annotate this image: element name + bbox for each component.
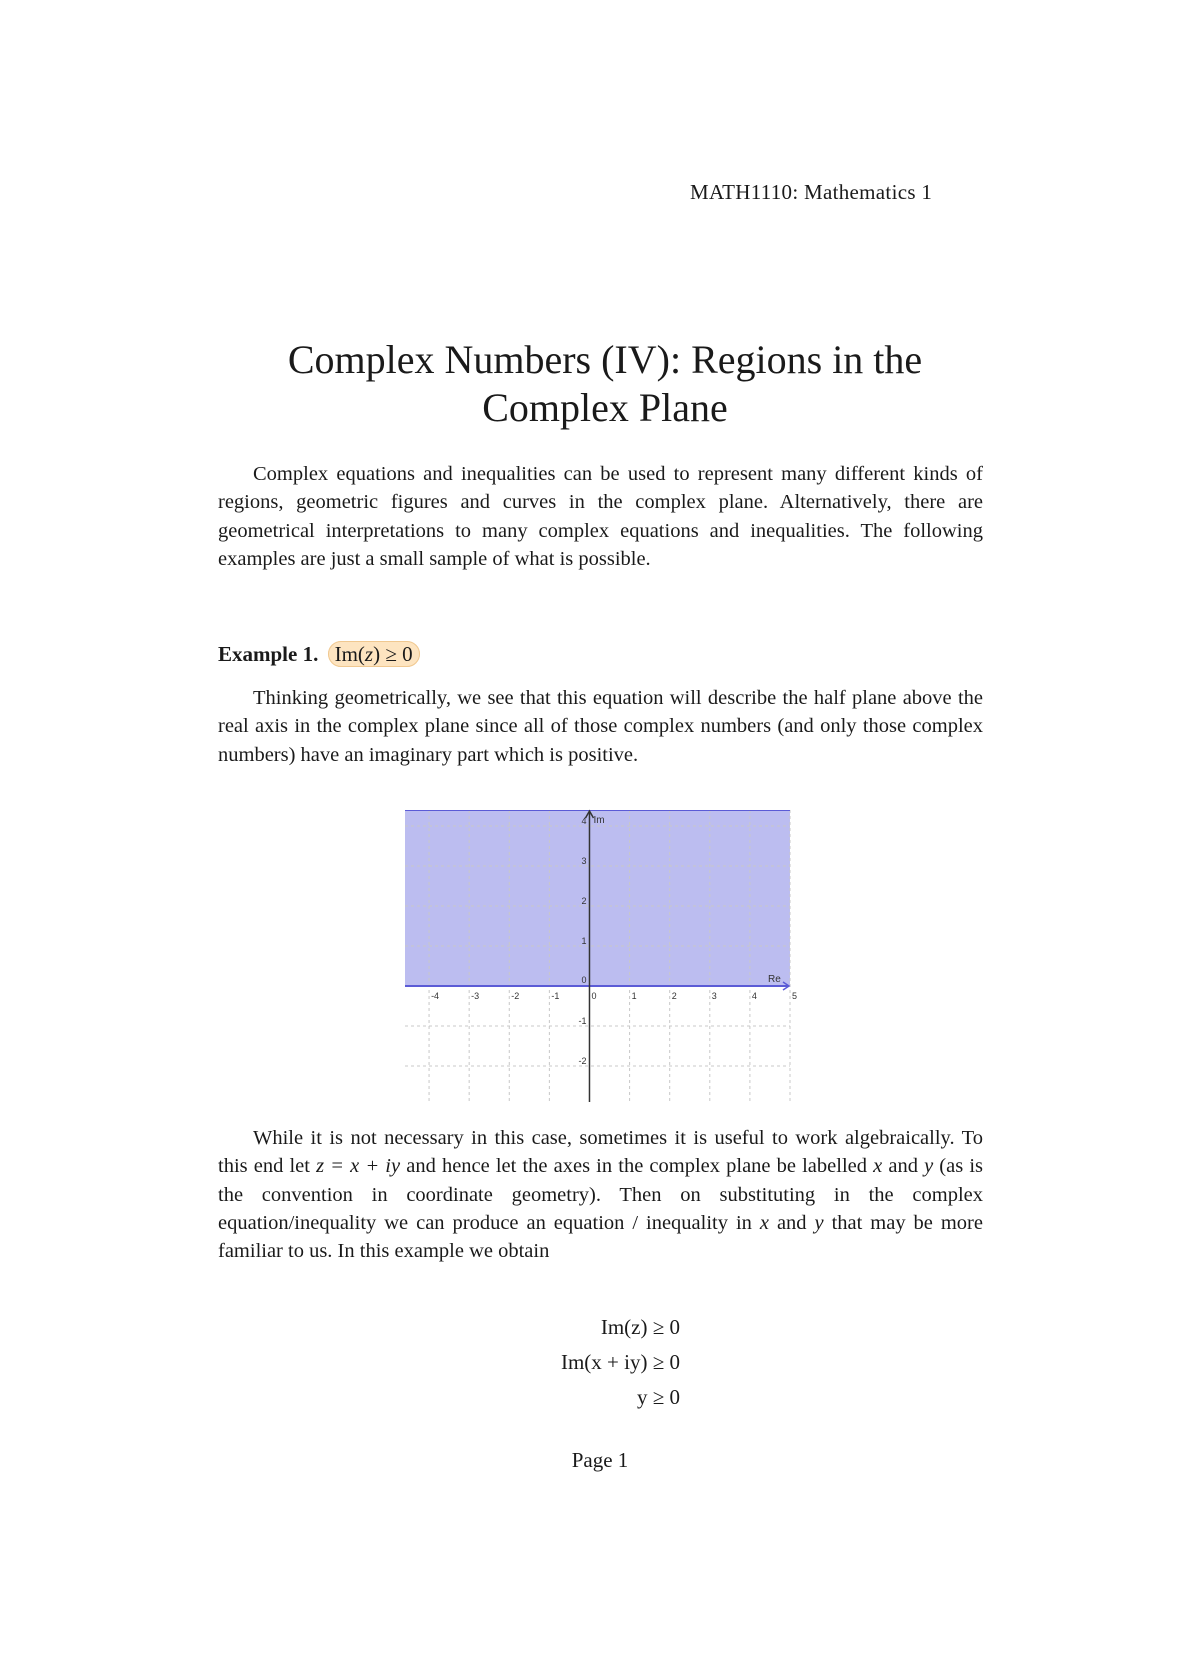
x-tick-label: 2 xyxy=(671,991,677,1001)
y-tick-label: 1 xyxy=(581,936,587,946)
equation-block xyxy=(470,1310,680,1415)
equation-1: Im(z) ≥ 0 xyxy=(600,1315,680,1339)
y-tick-label: 3 xyxy=(581,856,587,866)
complex-plane-figure xyxy=(405,810,798,1106)
algebraic-paragraph xyxy=(218,1124,983,1265)
x-tick-label: -4 xyxy=(431,991,440,1001)
x-tick-label: 5 xyxy=(792,991,798,1001)
title-line-2: Complex Plane xyxy=(482,385,728,430)
page-number: Page 1 xyxy=(571,1448,629,1472)
title-line-1: Complex Numbers (IV): Regions in the xyxy=(287,337,923,382)
equation-2: Im(x + iy) ≥ 0 xyxy=(560,1350,680,1374)
x-tick-label: -3 xyxy=(471,991,480,1001)
math-run: y xyxy=(814,1211,824,1234)
intro-paragraph: Complex equations and inequalities can be used to represent many different kinds of regions, geometric figures and curves in the complex plane. Alternatively, there are geometrical interpretations to many complex equations and inequalities. The following examples are just a small sample of what is possible. xyxy=(218,463,983,570)
x-tick-label: 3 xyxy=(711,991,717,1001)
math-run: x xyxy=(759,1211,769,1234)
equation-3: y ≥ 0 xyxy=(636,1385,680,1409)
y-tick-label: 4 xyxy=(581,816,587,826)
y-tick-label: 2 xyxy=(581,896,587,906)
text-run: (as is the convention in coordinate geometry). Then on substituting in the complex equation/inequality we can produce an equation / inequality in xyxy=(218,1155,984,1234)
math-run: x xyxy=(873,1155,883,1178)
shaded-region xyxy=(405,810,790,986)
x-tick-label: 4 xyxy=(751,991,757,1001)
x-tick-label: 1 xyxy=(631,991,637,1001)
x-tick-label: 0 xyxy=(591,991,597,1001)
highlighted-expression[interactable] xyxy=(328,641,420,667)
text-run: and xyxy=(768,1211,815,1234)
complex-plane-plot xyxy=(405,810,798,1102)
course-header: MATH1110: Mathematics 1 xyxy=(690,180,933,204)
x-axis-label: Re xyxy=(768,974,781,985)
x-tick-label: -2 xyxy=(511,991,520,1001)
math-run: y xyxy=(924,1155,934,1178)
example-label: Example 1. xyxy=(218,642,319,666)
document-title xyxy=(200,336,1010,432)
expr-variable: z xyxy=(364,642,374,666)
geometric-paragraph: Thinking geometrically, we see that this equation will describe the half plane above the real axis in the complex plane since all of those complex numbers (and only those complex numbers) have an imaginary part which is positive. xyxy=(218,687,983,766)
expr-prefix: Im( xyxy=(334,642,365,666)
y-tick-label: -2 xyxy=(578,1056,587,1066)
y-tick-label: -1 xyxy=(578,1016,587,1026)
text-run: While it is not necessary in this case, sometimes it is useful to work algebraically. To this end let xyxy=(218,1127,983,1178)
y-axis-label: Im xyxy=(593,815,605,826)
math-run: z = x + iy xyxy=(316,1155,401,1178)
y-tick-label: 0 xyxy=(581,975,587,985)
example-heading xyxy=(218,642,420,667)
x-tick-label: -1 xyxy=(551,991,560,1001)
text-run: and hence let the axes in the complex plane be labelled xyxy=(400,1155,874,1178)
text-run: and xyxy=(882,1155,925,1178)
text-run: that may be more familiar to us. In this example we obtain xyxy=(218,1211,983,1263)
expr-suffix: ) ≥ 0 xyxy=(373,642,413,666)
